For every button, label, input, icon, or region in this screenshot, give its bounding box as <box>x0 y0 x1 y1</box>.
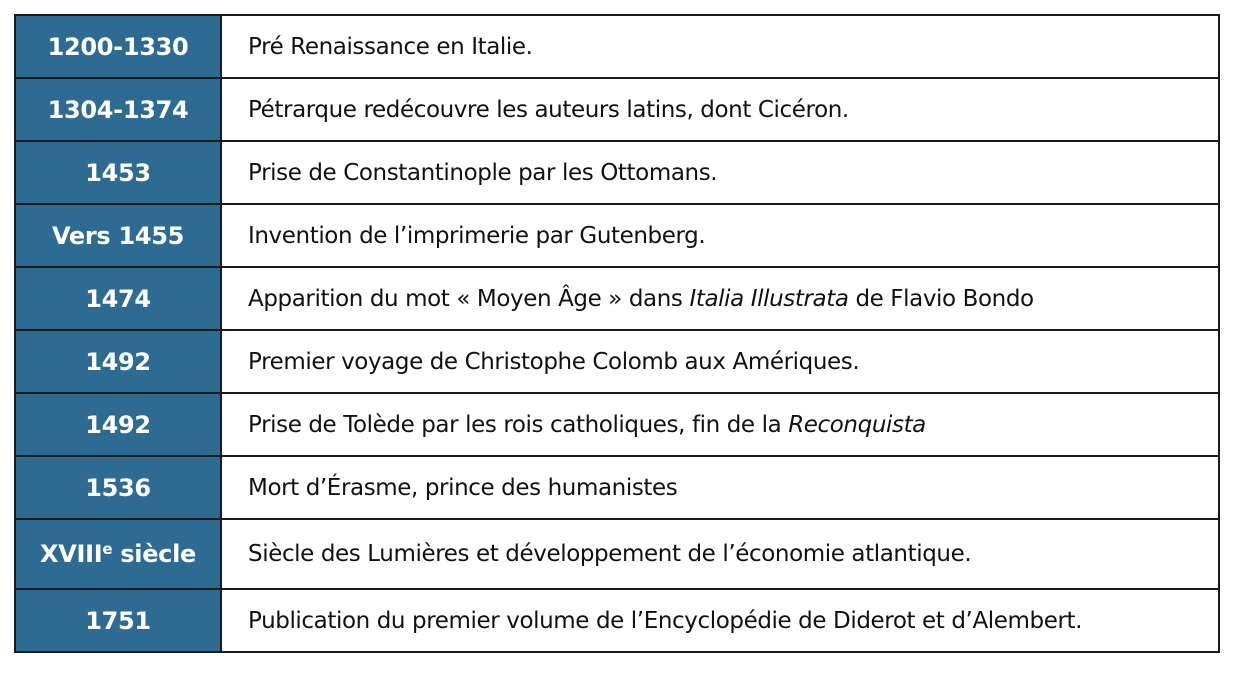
table-row <box>15 15 1219 78</box>
date-cell: 1492 <box>15 393 221 456</box>
event-cell <box>221 15 1219 78</box>
date-cell: 1492 <box>15 330 221 393</box>
event-cell <box>221 519 1219 589</box>
date-suffix: siècle <box>112 540 197 568</box>
event-cell <box>221 589 1219 652</box>
date-cell: 1536 <box>15 456 221 519</box>
date-cell: Vers 1455 <box>15 204 221 267</box>
event-text-italic: Reconquista <box>788 411 926 438</box>
event-text: Mort d’Érasme, prince des humanistes <box>248 474 678 501</box>
event-text: de Flavio Bondo <box>848 285 1034 312</box>
date-cell: 1474 <box>15 267 221 330</box>
table-row <box>15 204 1219 267</box>
event-cell <box>221 267 1219 330</box>
date-cell: 1453 <box>15 141 221 204</box>
event-cell <box>221 78 1219 141</box>
event-cell <box>221 204 1219 267</box>
timeline-table <box>14 14 1220 653</box>
table-row <box>15 519 1219 589</box>
event-cell <box>221 393 1219 456</box>
event-cell <box>221 456 1219 519</box>
table-row <box>15 267 1219 330</box>
table-row <box>15 589 1219 652</box>
event-text: Prise de Tolède par les rois catholiques, fin de la <box>248 411 789 438</box>
event-text: Prise de Constantinople par les Ottomans. <box>248 159 718 186</box>
event-text: Siècle des Lumières et développement de l’économie atlantique. <box>248 541 972 567</box>
event-text: Premier voyage de Christophe Colomb aux Amériques. <box>248 348 860 375</box>
event-text: Pré Renaissance en Italie. <box>248 33 533 60</box>
table-row <box>15 330 1219 393</box>
event-cell <box>221 141 1219 204</box>
date-roman: XVIII <box>39 540 103 568</box>
date-cell <box>15 519 221 589</box>
event-text: Invention de l’imprimerie par Gutenberg. <box>248 222 706 249</box>
table-row <box>15 456 1219 519</box>
date-cell: 1751 <box>15 589 221 652</box>
table-row <box>15 393 1219 456</box>
event-cell <box>221 330 1219 393</box>
event-text: Apparition du mot « Moyen Âge » dans <box>248 285 690 312</box>
event-text: Pétrarque redécouvre les auteurs latins, dont Cicéron. <box>248 96 849 123</box>
date-superscript: e <box>102 540 113 558</box>
event-text-italic: Italia Illustrata <box>689 285 849 312</box>
table-row <box>15 141 1219 204</box>
table-row <box>15 78 1219 141</box>
date-cell: 1200-1330 <box>15 15 221 78</box>
date-cell: 1304-1374 <box>15 78 221 141</box>
event-text: Publication du premier volume de l’Encyclopédie de Diderot et d’Alembert. <box>248 607 1083 634</box>
